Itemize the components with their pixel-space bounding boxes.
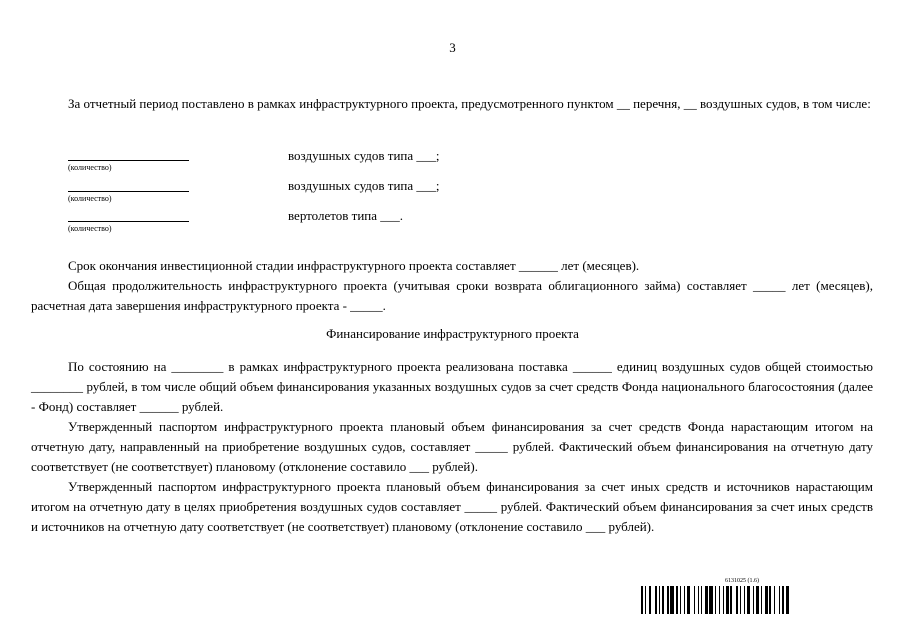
barcode-bar: [730, 586, 731, 614]
barcode-bar: [782, 586, 784, 614]
section-heading: Финансирование инфраструктурного проекта: [326, 326, 579, 341]
quantity-caption: (количество): [68, 224, 112, 233]
barcode-bar: [667, 586, 668, 614]
item-text-2: воздушных судов типа ___;: [288, 178, 440, 193]
barcode-bar: [723, 586, 724, 614]
barcode-bar: [701, 586, 702, 614]
barcode-bar: [698, 586, 699, 614]
intro-paragraph: За отчетный период поставлено в рамках инфраструктурного проекта, предусмотренного пунктом __ перечня, __ воздушных судов, в том числе:: [68, 96, 871, 111]
barcode-bar: [684, 586, 685, 614]
barcode-bar: [747, 586, 749, 614]
quantity-underline: [68, 221, 189, 222]
quantity-underline: [68, 160, 189, 161]
quantity-caption: (количество): [68, 194, 112, 203]
barcode-bar: [756, 586, 760, 614]
finance-paragraph-3: Утвержденный паспортом инфраструктурного проекта плановый объем финансирования за счет иных средств и источников нарастающим итогом на отчетную дату в целях приобретения воздушных судов составляет _____ рублей. Фактический объем финансирования за счет иных средств и источников на отчетную дату соответствует (не соответствует) плановому (отклонение составило ___ рублей).: [31, 479, 873, 534]
page-number: 3: [449, 40, 456, 55]
barcode-bar: [662, 586, 664, 614]
term-paragraph: Срок окончания инвестиционной стадии инфраструктурного проекта составляет ______ лет (месяцев).: [68, 258, 640, 273]
item-text-1: воздушных судов типа ___;: [288, 148, 440, 163]
quantity-underline: [68, 191, 189, 192]
barcode-bar: [655, 586, 657, 614]
barcode-bar: [705, 586, 707, 614]
barcode-block: [641, 577, 881, 614]
barcode-bar: [786, 586, 788, 614]
barcode-bar: [645, 586, 646, 614]
barcode-bar: [740, 586, 741, 614]
barcode-bar: [649, 586, 650, 614]
finance-paragraph-2: Утвержденный паспортом инфраструктурного проекта плановый объем финансирования за счет средств Фонда нарастающим итогом на отчетную дату, направленный на приобретение воздушных судов, составляет _____ рублей. Фактический объем финансирования на отчетную дату соответствует (не соответствует) плановому (отклонение составило ___ рублей).: [31, 419, 873, 474]
barcode-bar: [761, 586, 762, 614]
duration-paragraph: Общая продолжительность инфраструктурного проекта (учитывая сроки возврата облигационного займа) составляет _____ лет (месяцев), расчетная дата завершения инфраструктурного проекта - _____.: [31, 278, 873, 313]
barcode-bar: [715, 586, 716, 614]
barcode-bar: [753, 586, 754, 614]
barcode-bar: [687, 586, 689, 614]
item-text-3: вертолетов типа ___.: [288, 208, 404, 223]
finance-paragraph-1: По состоянию на ________ в рамках инфраструктурного проекта реализована поставка ______ единиц воздушных судов общей стоимостью ________ рублей, в том числе общий объем финансирования указанных воздушных судов за счет средств Фонда национального благосостояния (далее - Фонд) составляет ______ рублей.: [31, 359, 873, 414]
barcode-bar: [641, 586, 643, 614]
barcode-bar: [779, 586, 780, 614]
quantity-field-3: [68, 221, 189, 234]
barcode-bar: [744, 586, 745, 614]
barcode-bar: [774, 586, 775, 614]
barcode-bar: [659, 586, 660, 614]
barcode-label: 6131025 (1.6): [725, 578, 759, 584]
barcode-bar: [736, 586, 738, 614]
barcode-bar: [769, 586, 770, 614]
barcode-bar: [676, 586, 678, 614]
barcode-bar: [709, 586, 713, 614]
barcode-bar: [694, 586, 695, 614]
quantity-field-2: [68, 191, 189, 204]
barcode-image: [641, 586, 873, 614]
quantity-field-1: [68, 160, 189, 173]
barcode-bar: [670, 586, 674, 614]
quantity-caption: (количество): [68, 163, 112, 172]
barcode-bar: [765, 586, 767, 614]
barcode-bar: [680, 586, 681, 614]
barcode-bar: [719, 586, 720, 614]
barcode-bar: [726, 586, 728, 614]
